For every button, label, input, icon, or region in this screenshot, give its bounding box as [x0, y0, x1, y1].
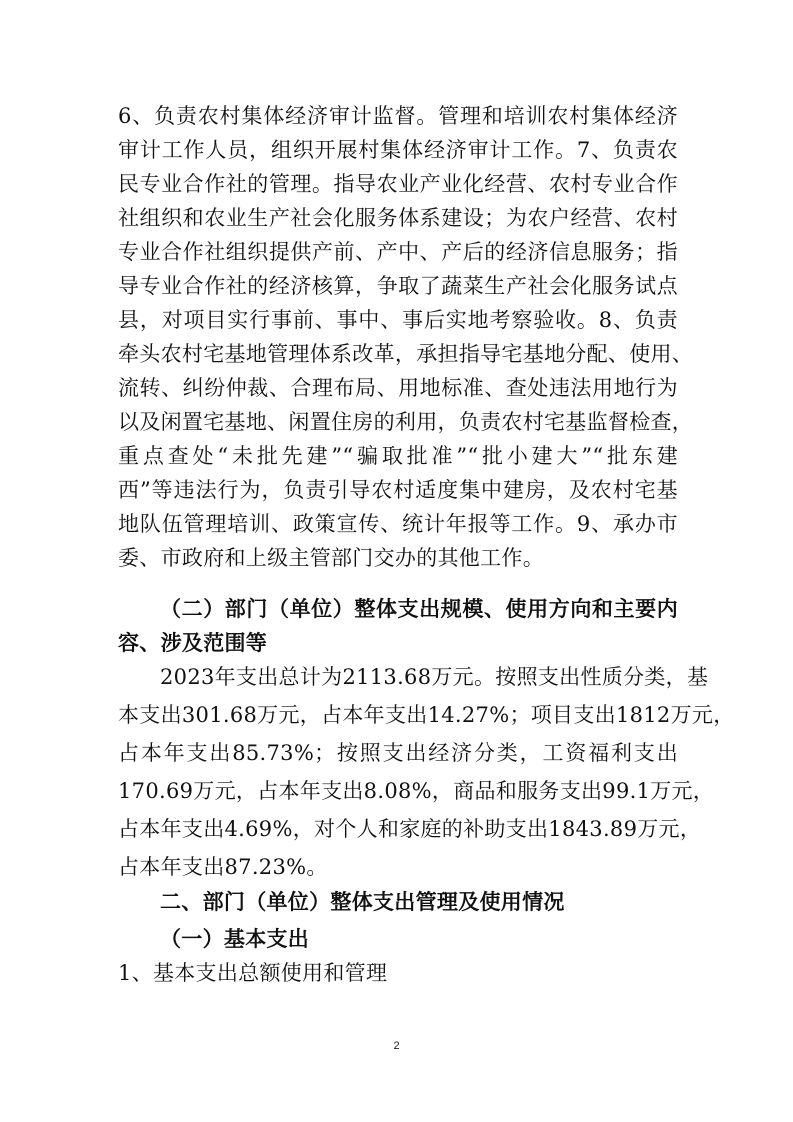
section-heading: 容、涉及范围等 — [118, 631, 268, 655]
spending-line: 2023年支出总计为2113.68万元。按照支出性质分类，基 — [160, 665, 709, 689]
paragraph-line: 6、负责农村集体经济审计监督。管理和培训农村集体经济 — [118, 104, 678, 128]
section-title: 二、部门（单位）整体支出管理及使用情况 — [160, 890, 565, 914]
paragraph-line: 委、市政府和上级主管部门交办的其他工作。 — [118, 546, 544, 570]
paragraph-line: 社组织和农业生产社会化服务体系建设；为农户经营、农村 — [118, 206, 678, 230]
paragraph-line: 专业合作社组织提供产前、产中、产后的经济信息服务；指 — [118, 240, 678, 264]
paragraph-line: 重点查处“未批先建”“骗取批准”“批小建大”“批东建 — [118, 444, 678, 468]
subsection-title: （一）基本支出 — [160, 927, 310, 951]
paragraph-line: 审计工作人员，组织开展村集体经济审计工作。7、负责农 — [118, 138, 678, 162]
paragraph-line: 西”等违法行为，负责引导农村适度集中建房，及农村宅基 — [118, 478, 678, 502]
spending-line: 占本年支出4.69%，对个人和家庭的补助支出1843.89万元， — [118, 817, 702, 841]
paragraph-line: 牵头农村宅基地管理体系改革，承担指导宅基地分配、使用、 — [118, 342, 694, 366]
paragraph-line: 地队伍管理培训、政策宣传、统计年报等工作。9、承办市 — [118, 512, 678, 536]
page-number: 2 — [393, 1040, 400, 1052]
paragraph-line: 以及闲置宅基地、闲置住房的利用，负责农村宅基监督检查， — [118, 410, 694, 434]
spending-line: 本支出301.68万元，占本年支出14.27%；项目支出1812万元， — [118, 703, 735, 727]
paragraph-line: 流转、纠纷仲裁、合理布局、用地标准、查处违法用地行为 — [118, 376, 678, 400]
item-title: 1、基本支出总额使用和管理 — [118, 961, 388, 985]
paragraph-line: 民专业合作社的管理。指导农业产业化经营、农村专业合作 — [118, 172, 678, 196]
paragraph-line: 导专业合作社的经济核算，争取了蔬菜生产社会化服务试点 — [118, 274, 678, 298]
section-heading: （二）部门（单位）整体支出规模、使用方向和主要内 — [160, 597, 678, 621]
spending-line: 占本年支出87.23%。 — [118, 855, 328, 879]
paragraph-line: 县，对项目实行事前、事中、事后实地考察验收。8、负责 — [118, 308, 678, 332]
spending-line: 170.69万元，占本年支出8.08%，商品和服务支出99.1万元， — [118, 779, 715, 803]
spending-line: 占本年支出85.73%；按照支出经济分类，工资福利支出 — [118, 741, 678, 765]
